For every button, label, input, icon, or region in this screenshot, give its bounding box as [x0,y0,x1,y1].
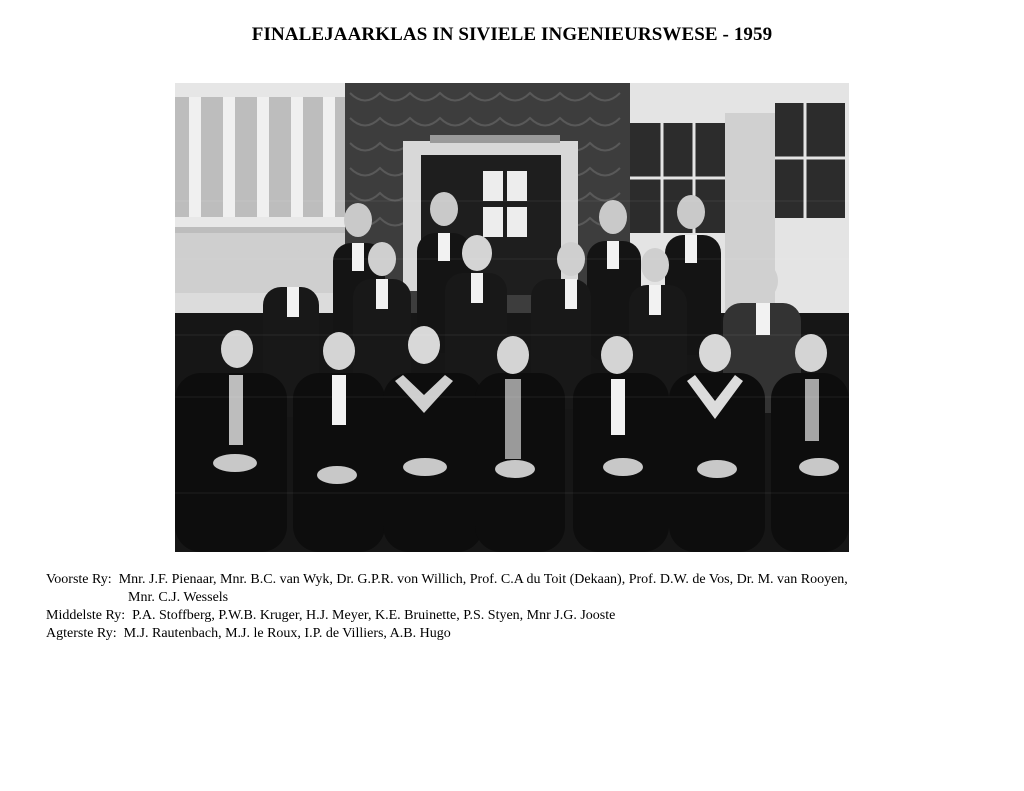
back-row-names: M.J. Rautenbach, M.J. le Roux, I.P. de Villiers, A.B. Hugo [123,626,451,641]
photo-caption [46,571,986,643]
middle-row-label: Middelste Ry: [46,608,126,623]
group-photo [175,83,849,552]
page-title: FINALEJAARKLAS IN SIVIELE INGENIEURSWESE - 1959 [251,24,773,45]
front-row-names-continued: Mnr. C.J. Wessels [128,590,229,605]
front-row-caption [46,571,986,607]
front-row-names: Mnr. J.F. Pienaar, Mnr. B.C. van Wyk, Dr. G.P.R. von Willich, Prof. C.A du Toit (Dekaan), Prof. D.W. de Vos, Dr. M. van Rooyen, [118,572,848,587]
back-row-label: Agterste Ry: [46,626,117,641]
middle-row-caption [46,607,986,625]
front-row-label: Voorste Ry: [46,572,112,587]
group-photo-illustration [175,83,849,552]
middle-row-names: P.A. Stoffberg, P.W.B. Kruger, H.J. Meyer, K.E. Bruinette, P.S. Styen, Mnr J.G. Jooste [132,608,616,623]
back-row-caption [46,625,986,643]
